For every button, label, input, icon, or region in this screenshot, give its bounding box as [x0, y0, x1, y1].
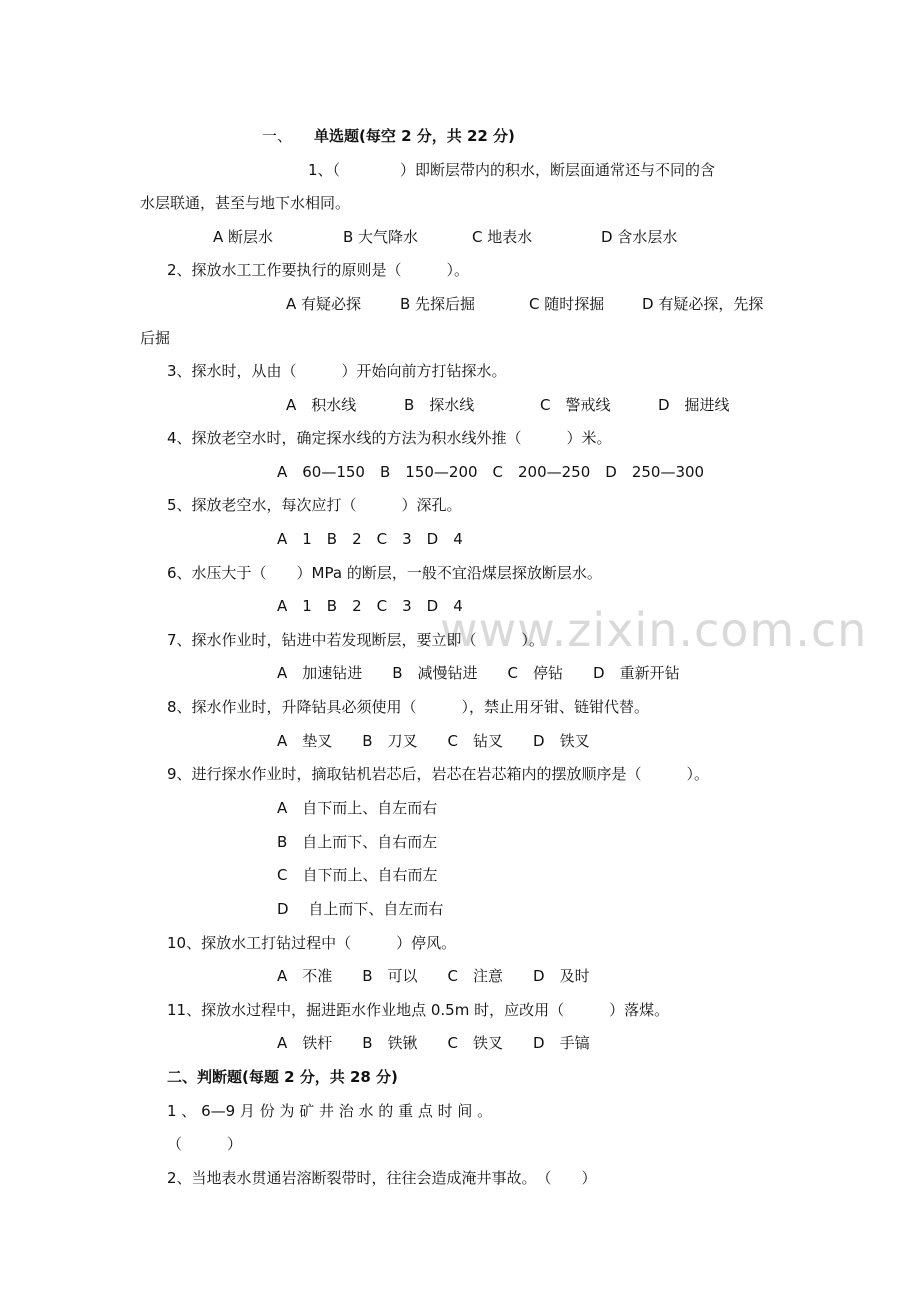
q3-option-b: B 探水线: [404, 396, 475, 414]
q1-line1: 1、（ ）即断层带内的积水，断层面通常还与不同的含: [308, 161, 716, 179]
q1-line2: 水层联通，甚至与地下水相同。: [140, 194, 351, 212]
q1-option-a: A 断层水: [213, 228, 274, 246]
watermark: www.zixin.com.cn: [440, 603, 868, 657]
q5-options: A 1 B 2 C 3 D 4: [277, 530, 463, 548]
j1-answer-blank: （ ）: [167, 1135, 243, 1153]
q2-continuation: 后掘: [140, 329, 171, 347]
q3-stem: 3、探水时，从由（ ）开始向前方打钻探水。: [167, 362, 507, 380]
q6-stem: 6、水压大于（ ）MPa 的断层，一般不宜沿煤层探放断层水。: [167, 564, 602, 582]
q9-option-b: B 自上而下、自右而左: [277, 833, 438, 851]
section1-number: 一、: [262, 127, 293, 145]
q2-option-b: B 先探后掘: [400, 295, 476, 313]
q9-option-d: D 自上而下、自左而右: [277, 900, 444, 918]
j1-stem: 1 、 6—9 月 份 为 矿 井 治 水 的 重 点 时 间 。: [167, 1102, 493, 1120]
q10-options: A 不准 B 可以 C 注意 D 及时: [277, 967, 590, 985]
q7-options: A 加速钻进 B 减慢钻进 C 停钻 D 重新开钻: [277, 664, 680, 682]
q6-options: A 1 B 2 C 3 D 4: [277, 597, 463, 615]
q11-options: A 铁杆 B 铁锹 C 铁叉 D 手镐: [277, 1034, 590, 1052]
q10-stem: 10、探放水工打钻过程中（ ）停风。: [167, 934, 457, 952]
q7-stem: 7、探水作业时，钻进中若发现断层，要立即（ ）。: [167, 631, 545, 649]
j2-stem: 2、当地表水贯通岩溶断裂带时，往往会造成淹井事故。 （ ）: [167, 1169, 597, 1187]
q2-option-d: D 有疑必探，先探: [642, 295, 764, 313]
q3-option-a: A 积水线: [286, 396, 357, 414]
q5-stem: 5、探放老空水，每次应打（ ）深孔。: [167, 496, 462, 514]
q3-option-c: C 警戒线: [540, 396, 611, 414]
q4-stem: 4、探放老空水时，确定探水线的方法为积水线外推（ ）米。: [167, 429, 612, 447]
q1-option-c: C 地表水: [472, 228, 533, 246]
q4-options: A 60—150 B 150—200 C 200—250 D 250—300: [277, 463, 705, 481]
q3-option-d: D 掘进线: [658, 396, 730, 414]
q8-stem: 8、探水作业时，升降钻具必须使用（ ），禁止用牙钳、链钳代替。: [167, 698, 650, 716]
q8-options: A 垫叉 B 刀叉 C 钻叉 D 铁叉: [277, 732, 590, 750]
section1-title: 单选题(每空 2 分，共 22 分): [314, 127, 515, 145]
q1-option-d: D 含水层水: [601, 228, 678, 246]
q9-option-a: A 自下而上、自左而右: [277, 799, 438, 817]
q2-option-a: A 有疑必探: [286, 295, 362, 313]
q11-stem: 11、探放水过程中，掘进距水作业地点 0.5m 时，应改用（ ）落煤。: [167, 1001, 670, 1019]
q9-option-c: C 自下而上、自右而左: [277, 866, 438, 884]
section2-title: 二、判断题(每题 2 分，共 28 分): [167, 1068, 398, 1086]
q9-stem: 9、进行探水作业时，摘取钻机岩芯后，岩芯在岩芯箱内的摆放顺序是（ ）。: [167, 765, 710, 783]
q1-option-b: B 大气降水: [343, 228, 419, 246]
q2-stem: 2、探放水工工作要执行的原则是（ ）。: [167, 261, 470, 279]
q2-option-c: C 随时探掘: [529, 295, 605, 313]
